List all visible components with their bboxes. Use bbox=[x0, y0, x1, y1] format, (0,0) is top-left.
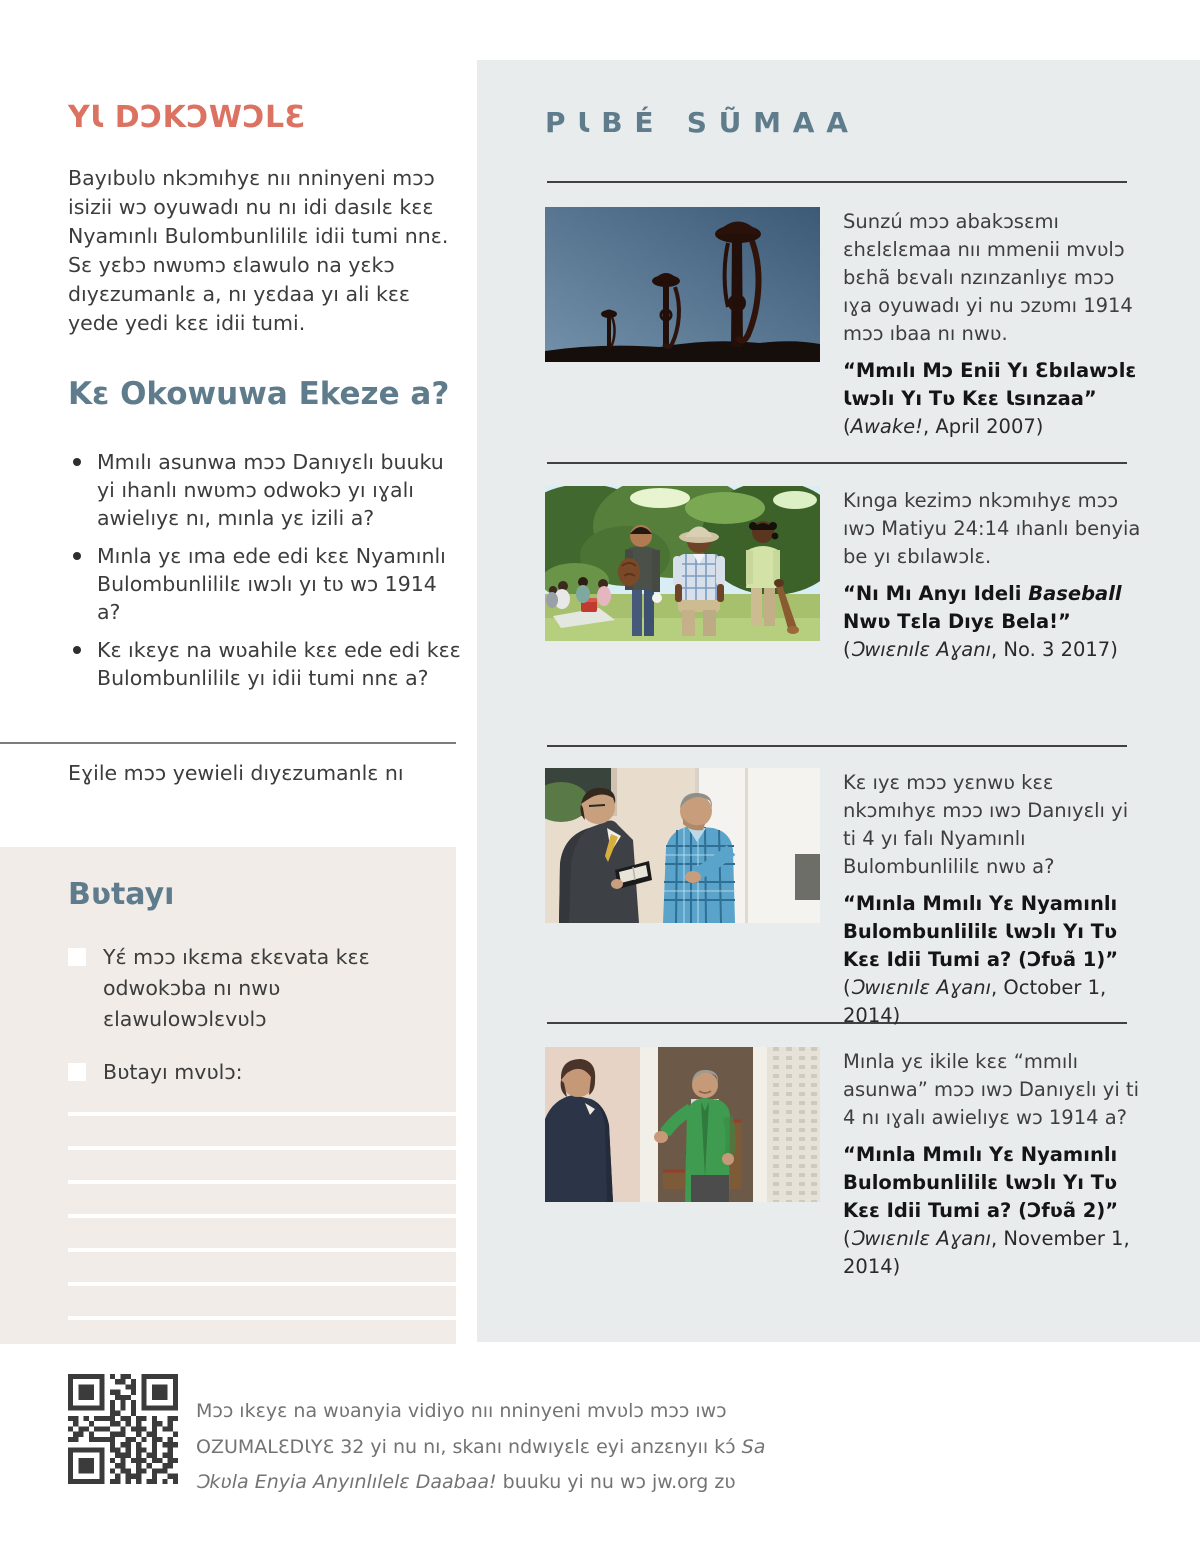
list-item bbox=[68, 542, 462, 626]
section-title-review: YƖ DƆKƆWƆLƐ bbox=[68, 100, 307, 135]
entry-description: Kɛ ıyɛ mɔɔ yɛnwʋ kɛɛ nkɔmıhyɛ mɔɔ ıwɔ Danıyɛlı yi ti 4 yı falı Nyamınlı Bulombunlililɛ nwʋ a? bbox=[843, 771, 1129, 878]
assignment-footnote: Eɣile mɔɔ yewieli dıyɛzumanlɛ nı bbox=[68, 761, 404, 785]
gallery-entry bbox=[545, 768, 1141, 1030]
divider bbox=[547, 462, 1127, 464]
writing-line bbox=[68, 1316, 456, 1320]
divider bbox=[0, 742, 456, 744]
entry-description: Mınla yɛ ikile kɛɛ “mmılı asunwa” mɔɔ ıwɔ Danıyɛlı yi ti 4 nı ıɣalı awielıyɛ wɔ 1914 a? bbox=[843, 1050, 1139, 1129]
media-gallery-panel bbox=[477, 60, 1200, 1342]
entry-text bbox=[843, 207, 1141, 441]
writing-line bbox=[68, 1146, 456, 1150]
ruled-lines bbox=[68, 1112, 456, 1320]
question-text: Mmılı asunwa mɔɔ Danıyɛlı buuku yi ıhanlı nwʋmɔ odwokɔ yı ıɣalı awielıyɛ nı, mınla yɛ izili a? bbox=[97, 450, 444, 530]
writing-line bbox=[68, 1248, 456, 1252]
footer-note: Mɔɔ ıkɛyɛ na wʋanyia vidiyo nıı nninyeni mvʋlɔ mɔɔ ıwɔ OZUMALƐDƖYƐ 32 yi nu nı, skanı ndwıyɛlɛ eyi anzɛnyıı kɔ́ Sa Ɔkʋla Enyia Anyınlılelɛ Daabaa! buuku yi nu wɔ jw.org zʋ bbox=[196, 1400, 766, 1493]
writing-line bbox=[68, 1180, 456, 1184]
entry-citation: “Nı Mı Anyı Ideli Baseball Nwʋ Tɛla Dıyɛ Bela!” (Ɔwıɛnılɛ Aɣanı, No. 3 2017) bbox=[843, 582, 1122, 661]
bullet-icon bbox=[73, 646, 81, 654]
entry-text bbox=[843, 768, 1141, 1030]
qr-code bbox=[68, 1374, 178, 1484]
writing-line bbox=[68, 1112, 456, 1116]
list-item bbox=[68, 636, 462, 692]
photo-baseball-family bbox=[545, 486, 820, 641]
checklist-label: Yɛ́ mɔɔ ıkɛma ɛkɛvata kɛɛ odwokɔba nı nwʋ ɛlawulowɔlɛvʋlɔ bbox=[103, 945, 370, 1031]
divider bbox=[547, 181, 1127, 183]
gallery-entry bbox=[545, 486, 1141, 664]
entry-text bbox=[843, 1047, 1141, 1281]
question-list bbox=[68, 448, 462, 702]
entry-citation: “Mmılı Mɔ Enii Yı Ɛbılawɔlɛ Ɩwɔlı Yı Tʋ Kɛɛ Ɩsınzaa” (Awake!, April 2007) bbox=[843, 359, 1137, 438]
notes-box bbox=[0, 847, 456, 1344]
bullet-icon bbox=[73, 552, 81, 560]
writing-line bbox=[68, 1282, 456, 1286]
entry-citation: “Mınla Mmılı Yɛ Nyamınlı Bulombunlililɛ Ɩwɔlı Yı Tʋ Kɛɛ Idii Tumi a? (Ɔfʋã 2)” (Ɔwıɛnılɛ Aɣanı, November 1, 2014) bbox=[843, 1143, 1130, 1278]
gallery-entry bbox=[545, 1047, 1141, 1281]
writing-line bbox=[68, 1214, 456, 1218]
entry-description: Sunzú mɔɔ abakɔsɛmı ɛhɛlɛlɛmaa nıı mmenii mvʋlɔ bɛhã bɛvalı nzınzanlıyɛ mɔɔ ıɣa oyuwadı yi nu ɔzʋmı 1914 mɔɔ ıbaa nı nwʋ. bbox=[843, 210, 1133, 345]
photo-battlefield-memorial bbox=[545, 207, 820, 362]
photo-bible-discussion bbox=[545, 768, 820, 923]
checkbox bbox=[68, 1063, 86, 1081]
entry-description: Kınga kezimɔ nkɔmıhyɛ mɔɔ ıwɔ Matiyu 24:14 ıhanlı benyia be yı ɛbılawɔlɛ. bbox=[843, 489, 1141, 568]
question-text: Kɛ ıkɛyɛ na wʋahile kɛɛ ede edi kɛɛ Bulombunlililɛ yı idii tumi nnɛ a? bbox=[97, 638, 461, 690]
bullet-icon bbox=[73, 458, 81, 466]
gallery-heading: PƖBÉ SŨMAA bbox=[545, 106, 860, 139]
divider bbox=[547, 745, 1127, 747]
questions-heading: Kɛ Okowuwa Ekeze a? bbox=[68, 376, 450, 412]
checkbox bbox=[68, 948, 86, 966]
list-item bbox=[68, 448, 462, 532]
entry-text bbox=[843, 486, 1141, 664]
intro-paragraph: Bayıbʋlʋ nkɔmıhyɛ nıı nninyeni mɔɔ isizii wɔ oyuwadı nu nı idi dasılɛ kɛɛ Nyamınlı Bulombunlililɛ idii tumi nnɛ. Sɛ yɛbɔ nwʋmɔ ɛlawulo na yɛkɔ dıyɛzumanlɛ a, nı yɛdaa yı ali kɛɛ yede yedi kɛɛ idii tumi. bbox=[68, 166, 449, 335]
entry-citation: “Mınla Mmılı Yɛ Nyamınlı Bulombunlililɛ Ɩwɔlı Yı Tʋ Kɛɛ Idii Tumi a? (Ɔfʋã 1)” (Ɔwıɛnılɛ Aɣanı, October 1, 2014) bbox=[843, 892, 1119, 1027]
checklist-label: Bʋtayı mvʋlɔ: bbox=[103, 1060, 243, 1084]
photo-doorstep-welcome bbox=[545, 1047, 820, 1202]
question-text: Mınla yɛ ıma ede edi kɛɛ Nyamınlı Bulombunlililɛ ıwɔlı yı tʋ wɔ 1914 a? bbox=[97, 544, 446, 624]
notes-heading: Bʋtayı bbox=[68, 877, 175, 912]
checklist-item bbox=[68, 942, 398, 1035]
gallery-entry bbox=[545, 207, 1141, 441]
checklist-item bbox=[68, 1057, 398, 1088]
